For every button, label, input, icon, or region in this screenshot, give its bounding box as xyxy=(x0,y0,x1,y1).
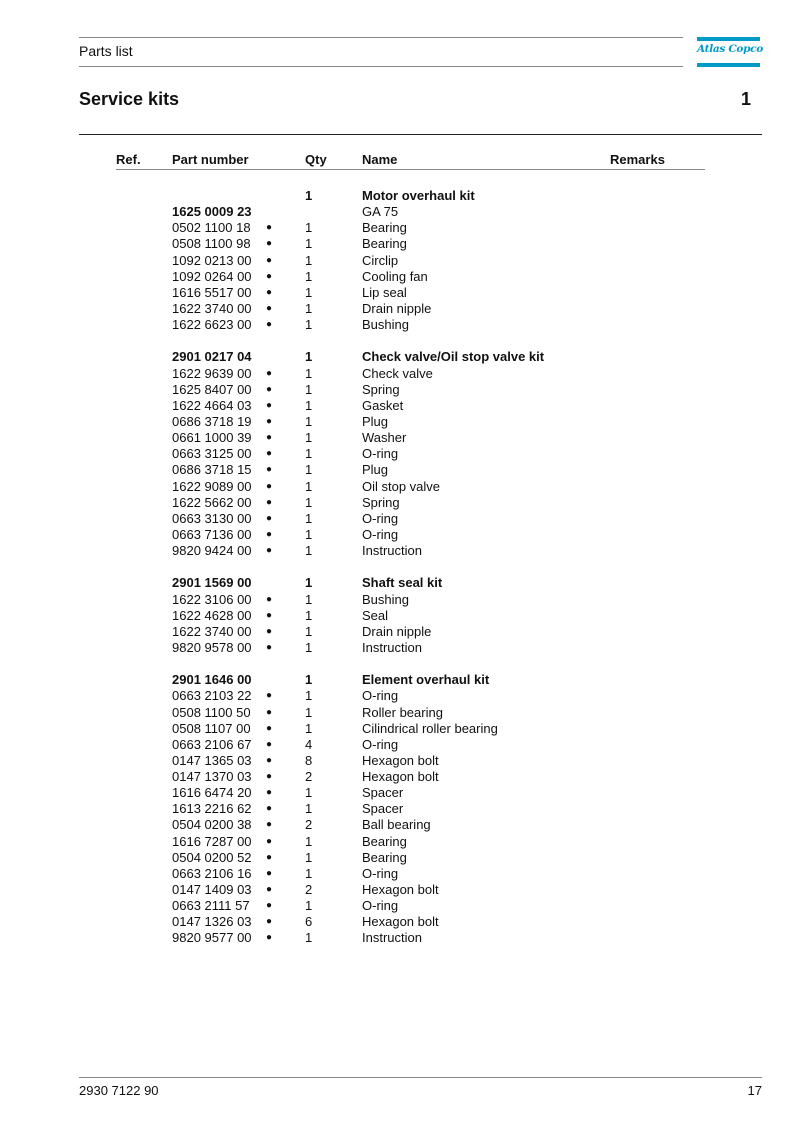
part-number: 0663 2106 16 xyxy=(172,865,252,881)
table-row xyxy=(0,543,800,559)
part-number: 1616 6474 20 xyxy=(172,785,252,801)
bullet-icon: ● xyxy=(266,932,273,944)
part-number: 0661 1000 39 xyxy=(172,430,252,446)
kit-header-row xyxy=(0,672,800,688)
part-number: 9820 9424 00 xyxy=(172,543,252,559)
quantity: 1 xyxy=(305,268,313,284)
table-row xyxy=(0,737,800,753)
part-name: Washer xyxy=(362,430,407,446)
part-number: 9820 9578 00 xyxy=(172,639,252,655)
quantity: 1 xyxy=(305,591,313,607)
bullet-icon: ● xyxy=(266,286,273,298)
bullet-icon: ● xyxy=(266,593,273,605)
part-number: 0686 3718 15 xyxy=(172,462,252,478)
table-row xyxy=(0,930,800,946)
part-name: Drain nipple xyxy=(362,623,432,639)
part-number: 1622 9639 00 xyxy=(172,365,252,381)
part-name: Seal xyxy=(362,607,389,623)
bullet-icon: ● xyxy=(266,722,273,734)
page-number: 17 xyxy=(747,1083,762,1098)
part-name: Lip seal xyxy=(362,284,407,300)
logo-band-bottom xyxy=(697,63,760,67)
part-number: 1622 4628 00 xyxy=(172,607,252,623)
brand-logo xyxy=(697,37,763,67)
table-row xyxy=(0,285,800,301)
table-row xyxy=(0,608,800,624)
quantity: 1 xyxy=(305,688,313,704)
part-number: 0147 1365 03 xyxy=(172,752,252,768)
table-row xyxy=(0,398,800,414)
section-number: 1 xyxy=(740,89,751,109)
part-name: Hexagon bolt xyxy=(362,752,439,768)
table-row xyxy=(0,866,800,882)
column-header-qty: Qty xyxy=(305,152,327,167)
bullet-icon: ● xyxy=(266,367,273,379)
quantity: 1 xyxy=(305,478,313,494)
quantity: 1 xyxy=(305,381,313,397)
quantity: 6 xyxy=(305,914,313,930)
part-number: 0663 3130 00 xyxy=(172,510,252,526)
quantity: 1 xyxy=(305,704,313,720)
part-name: Hexagon bolt xyxy=(362,914,439,930)
document-number: 2930 7122 90 xyxy=(79,1083,159,1098)
part-number: 1622 6623 00 xyxy=(172,317,252,333)
part-name: Circlip xyxy=(362,252,399,268)
bullet-icon: ● xyxy=(266,787,273,799)
part-number: 1616 5517 00 xyxy=(172,284,252,300)
bullet-icon: ● xyxy=(266,432,273,444)
table-row xyxy=(0,382,800,398)
quantity: 1 xyxy=(305,720,313,736)
bullet-icon: ● xyxy=(266,464,273,476)
part-name: Element overhaul kit xyxy=(362,672,490,688)
bullet-icon: ● xyxy=(266,383,273,395)
bullet-icon: ● xyxy=(266,545,273,557)
part-number: 0147 1326 03 xyxy=(172,914,252,930)
table-row xyxy=(0,479,800,495)
bullet-icon: ● xyxy=(266,399,273,411)
quantity: 1 xyxy=(305,785,313,801)
part-number: 1622 9089 00 xyxy=(172,478,252,494)
bullet-icon: ● xyxy=(266,480,273,492)
table-row xyxy=(0,511,800,527)
part-name: Roller bearing xyxy=(362,704,443,720)
part-number: 1622 4664 03 xyxy=(172,397,252,413)
bullet-icon: ● xyxy=(266,851,273,863)
part-name: Spring xyxy=(362,381,400,397)
table-row xyxy=(0,705,800,721)
part-name: Bearing xyxy=(362,220,407,236)
bullet-icon: ● xyxy=(266,867,273,879)
quantity: 1 xyxy=(305,430,313,446)
section-rule xyxy=(79,134,762,135)
quantity: 1 xyxy=(305,317,313,333)
column-header-name: Name xyxy=(362,152,398,167)
part-name: Instruction xyxy=(362,639,422,655)
part-name: Check valve xyxy=(362,365,433,381)
part-name: Drain nipple xyxy=(362,300,432,316)
logo-text: Atlas Copco xyxy=(697,43,763,55)
quantity: 1 xyxy=(305,833,313,849)
bullet-icon: ● xyxy=(266,803,273,815)
kit-header-row xyxy=(0,575,800,591)
bullet-icon: ● xyxy=(266,496,273,508)
part-name: O-ring xyxy=(362,898,399,914)
part-number: 0504 0200 38 xyxy=(172,817,252,833)
logo-band-top xyxy=(697,37,760,41)
bullet-icon: ● xyxy=(266,512,273,524)
table-spacer xyxy=(0,333,800,349)
bullet-icon: ● xyxy=(266,738,273,750)
quantity: 8 xyxy=(305,752,313,768)
quantity: 1 xyxy=(305,623,313,639)
table-row xyxy=(0,753,800,769)
part-name: Cilindrical roller bearing xyxy=(362,720,498,736)
part-name: Spring xyxy=(362,494,400,510)
table-row xyxy=(0,527,800,543)
kit-header-row xyxy=(0,188,800,204)
bullet-icon: ● xyxy=(266,884,273,896)
column-header-part-number: Part number xyxy=(172,152,249,167)
table-row xyxy=(0,817,800,833)
part-number: 2901 0217 04 xyxy=(172,349,252,365)
bullet-icon: ● xyxy=(266,270,273,282)
part-name: Bearing xyxy=(362,849,407,865)
section-title: Service kits xyxy=(79,89,180,109)
bullet-icon: ● xyxy=(266,819,273,831)
quantity: 1 xyxy=(305,349,313,365)
bullet-icon: ● xyxy=(266,916,273,928)
table-row xyxy=(0,220,800,236)
table-row xyxy=(0,721,800,737)
quantity: 1 xyxy=(305,898,313,914)
part-name: Instruction xyxy=(362,543,422,559)
part-name: Gasket xyxy=(362,397,404,413)
table-row xyxy=(0,785,800,801)
part-number: 0508 1100 50 xyxy=(172,704,251,720)
table-row xyxy=(0,269,800,285)
part-name: Instruction xyxy=(362,930,422,946)
table-row xyxy=(0,801,800,817)
table-row xyxy=(0,366,800,382)
quantity: 1 xyxy=(305,365,313,381)
table-row xyxy=(0,301,800,317)
bullet-icon: ● xyxy=(266,754,273,766)
part-name: Hexagon bolt xyxy=(362,882,439,898)
quantity: 1 xyxy=(305,930,313,946)
part-number: 1613 2216 62 xyxy=(172,801,252,817)
bullet-icon: ● xyxy=(266,690,273,702)
part-number: 0502 1100 18 xyxy=(172,220,251,236)
bullet-icon: ● xyxy=(266,771,273,783)
part-name: Bearing xyxy=(362,236,407,252)
table-row xyxy=(0,236,800,252)
part-name: Check valve/Oil stop valve kit xyxy=(362,349,545,365)
table-row xyxy=(0,253,800,269)
kit-header-row xyxy=(0,349,800,365)
quantity: 1 xyxy=(305,639,313,655)
table-row xyxy=(0,430,800,446)
quantity: 1 xyxy=(305,543,313,559)
table-row xyxy=(0,898,800,914)
bullet-icon: ● xyxy=(266,415,273,427)
quantity: 1 xyxy=(305,526,313,542)
quantity: 1 xyxy=(305,413,313,429)
quantity: 1 xyxy=(305,494,313,510)
bullet-icon: ● xyxy=(266,900,273,912)
part-name: O-ring xyxy=(362,446,399,462)
part-name: Shaft seal kit xyxy=(362,575,443,591)
part-name: Cooling fan xyxy=(362,268,428,284)
column-header-rule xyxy=(116,169,705,170)
part-number: 1622 5662 00 xyxy=(172,494,252,510)
bullet-icon: ● xyxy=(266,609,273,621)
bullet-icon: ● xyxy=(266,319,273,331)
quantity: 1 xyxy=(305,865,313,881)
table-row xyxy=(0,769,800,785)
part-number: 1622 3740 00 xyxy=(172,300,252,316)
bullet-icon: ● xyxy=(266,238,273,250)
part-name: O-ring xyxy=(362,736,399,752)
bullet-icon: ● xyxy=(266,254,273,266)
bullet-icon: ● xyxy=(266,835,273,847)
quantity: 1 xyxy=(305,236,313,252)
quantity: 1 xyxy=(305,188,313,203)
quantity: 1 xyxy=(305,462,313,478)
bullet-icon: ● xyxy=(266,528,273,540)
part-name: Oil stop valve xyxy=(362,478,441,494)
quantity: 1 xyxy=(305,397,313,413)
part-name: Spacer xyxy=(362,801,404,817)
parts-table xyxy=(0,188,800,947)
quantity: 1 xyxy=(305,446,313,462)
bullet-icon: ● xyxy=(266,706,273,718)
part-name: Plug xyxy=(362,413,389,429)
quantity: 2 xyxy=(305,769,313,785)
part-name: Bushing xyxy=(362,591,409,607)
part-name: Bushing xyxy=(362,317,409,333)
bullet-icon: ● xyxy=(266,641,273,653)
column-header-remarks: Remarks xyxy=(610,152,665,167)
part-name: O-ring xyxy=(362,510,399,526)
bullet-icon: ● xyxy=(266,625,273,637)
quantity: 2 xyxy=(305,882,313,898)
part-number: 0686 3718 19 xyxy=(172,413,252,429)
part-number: 0663 2111 57 xyxy=(172,898,250,914)
footer-rule xyxy=(79,1077,762,1078)
part-number: 1622 3740 00 xyxy=(172,623,252,639)
table-row xyxy=(0,462,800,478)
table-row xyxy=(0,317,800,333)
quantity: 1 xyxy=(305,607,313,623)
part-name: O-ring xyxy=(362,865,399,881)
quantity: 1 xyxy=(305,510,313,526)
table-row xyxy=(0,414,800,430)
part-number: 1625 8407 00 xyxy=(172,381,252,397)
quantity: 1 xyxy=(305,284,313,300)
table-row xyxy=(0,834,800,850)
bullet-icon: ● xyxy=(266,302,273,314)
part-number: 0504 0200 52 xyxy=(172,849,252,865)
table-row xyxy=(0,495,800,511)
quantity: 1 xyxy=(305,252,313,268)
part-name: Spacer xyxy=(362,785,404,801)
part-number: 9820 9577 00 xyxy=(172,930,252,946)
part-name: Ball bearing xyxy=(362,817,431,833)
part-name: Hexagon bolt xyxy=(362,769,439,785)
table-row xyxy=(0,850,800,866)
quantity: 1 xyxy=(305,575,313,591)
part-number: 0147 1370 03 xyxy=(172,769,252,785)
table-row xyxy=(0,624,800,640)
table-row xyxy=(0,592,800,608)
part-number: 0663 2103 22 xyxy=(172,688,252,704)
header-rule-bottom xyxy=(79,66,683,67)
table-row xyxy=(0,204,800,220)
table-spacer xyxy=(0,559,800,575)
table-row xyxy=(0,640,800,656)
table-row xyxy=(0,446,800,462)
table-row xyxy=(0,914,800,930)
table-spacer xyxy=(0,656,800,672)
part-name: GA 75 xyxy=(362,204,399,220)
quantity: 4 xyxy=(305,736,313,752)
part-number: 1616 7287 00 xyxy=(172,833,252,849)
part-number: 2901 1569 00 xyxy=(172,575,252,591)
part-number: 0147 1409 03 xyxy=(172,882,252,898)
part-number: 1625 0009 23 xyxy=(172,204,252,220)
part-number: 0508 1100 98 xyxy=(172,236,251,252)
part-number: 0508 1107 00 xyxy=(172,720,251,736)
table-row xyxy=(0,882,800,898)
part-number: 0663 3125 00 xyxy=(172,446,252,462)
table-row xyxy=(0,688,800,704)
quantity: 1 xyxy=(305,801,313,817)
part-name: O-ring xyxy=(362,688,399,704)
bullet-icon: ● xyxy=(266,448,273,460)
quantity: 1 xyxy=(305,672,313,688)
part-number: 1622 3106 00 xyxy=(172,591,252,607)
part-number: 1092 0264 00 xyxy=(172,268,252,284)
part-number: 2901 1646 00 xyxy=(172,672,252,688)
quantity: 1 xyxy=(305,300,313,316)
quantity: 2 xyxy=(305,817,313,833)
part-name: Motor overhaul kit xyxy=(362,188,475,203)
header-rule-top xyxy=(79,37,683,38)
part-number: 0663 2106 67 xyxy=(172,736,252,752)
part-number: 1092 0213 00 xyxy=(172,252,252,268)
header-title: Parts list xyxy=(79,43,133,59)
part-name: Plug xyxy=(362,462,389,478)
column-header-ref: Ref. xyxy=(116,152,141,167)
bullet-icon: ● xyxy=(266,222,273,234)
part-name: O-ring xyxy=(362,526,399,542)
quantity: 1 xyxy=(305,220,313,236)
quantity: 1 xyxy=(305,849,313,865)
part-name: Bearing xyxy=(362,833,407,849)
part-number: 0663 7136 00 xyxy=(172,526,252,542)
